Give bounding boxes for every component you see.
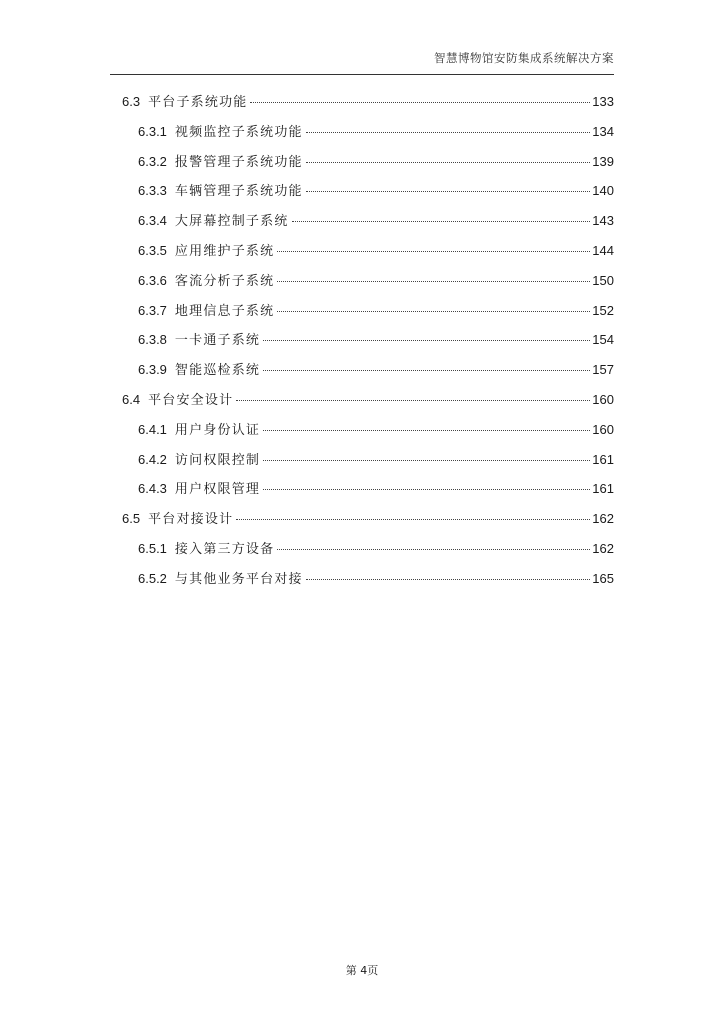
toc-dot-leader	[306, 191, 591, 192]
toc-entry-number: 6.3.9	[138, 362, 167, 378]
toc-entry-number: 6.4	[122, 391, 141, 407]
toc-dot-leader	[277, 251, 590, 252]
toc-entry-number: 6.4.3	[138, 481, 167, 497]
toc-entry-number: 6.5.2	[138, 570, 167, 586]
table-of-contents	[122, 92, 614, 599]
toc-entry[interactable]	[122, 330, 614, 360]
toc-entry[interactable]	[122, 390, 614, 420]
toc-entry[interactable]	[122, 420, 614, 450]
toc-entry-title: 与其他业务平台对接	[174, 571, 303, 587]
toc-entry-number: 6.5.1	[138, 540, 167, 556]
toc-dot-leader	[292, 221, 591, 222]
toc-entry[interactable]	[122, 211, 614, 241]
toc-dot-leader	[277, 549, 590, 550]
toc-dot-leader	[236, 400, 590, 401]
toc-entry-page: 140	[592, 183, 614, 199]
toc-entry-page: 139	[592, 153, 614, 169]
toc-entry-title: 应用维护子系统	[174, 243, 275, 259]
toc-entry-page: 152	[592, 302, 614, 318]
toc-entry-page: 162	[592, 511, 614, 527]
toc-entry[interactable]	[122, 271, 614, 301]
toc-entry-title: 视频监控子系统功能	[174, 124, 303, 140]
toc-dot-leader	[263, 489, 590, 490]
toc-entry[interactable]	[122, 569, 614, 599]
toc-entry[interactable]	[122, 241, 614, 271]
toc-entry[interactable]	[122, 450, 614, 480]
header-divider	[110, 74, 614, 75]
toc-entry-title: 地理信息子系统	[174, 303, 275, 319]
toc-entry-page: 143	[592, 213, 614, 229]
toc-entry-title: 接入第三方设备	[174, 541, 275, 557]
toc-entry-page: 160	[592, 421, 614, 437]
toc-entry-title: 一卡通子系统	[174, 333, 261, 349]
toc-entry-number: 6.5	[122, 511, 141, 527]
header-title: 智慧博物馆安防集成系统解决方案	[434, 51, 614, 65]
toc-entry-title: 智能巡检系统	[174, 363, 261, 379]
toc-entry-page: 165	[592, 570, 614, 586]
toc-entry[interactable]	[122, 152, 614, 182]
toc-dot-leader	[236, 519, 590, 520]
toc-entry-number: 6.3.2	[138, 153, 167, 169]
toc-entry-title: 平台对接设计	[148, 512, 234, 528]
toc-entry-title: 访问权限控制	[174, 452, 261, 468]
toc-entry-page: 162	[592, 540, 614, 556]
toc-entry-title: 用户权限管理	[174, 482, 261, 498]
toc-dot-leader	[306, 162, 591, 163]
toc-entry-number: 6.4.2	[138, 451, 167, 467]
toc-entry-page: 154	[592, 332, 614, 348]
toc-entry-number: 6.3.4	[138, 213, 167, 229]
toc-entry-title: 车辆管理子系统功能	[174, 184, 303, 200]
toc-entry-number: 6.3.8	[138, 332, 167, 348]
toc-entry-page: 150	[592, 272, 614, 288]
toc-entry-number: 6.3.3	[138, 183, 167, 199]
toc-entry-title: 大屏幕控制子系统	[174, 214, 289, 230]
toc-entry-page: 144	[592, 242, 614, 258]
toc-entry[interactable]	[122, 360, 614, 390]
toc-entry-title: 用户身份认证	[174, 422, 261, 438]
toc-dot-leader	[263, 430, 590, 431]
toc-entry-title: 平台子系统功能	[148, 95, 248, 110]
toc-entry-page: 157	[592, 362, 614, 378]
toc-dot-leader	[306, 132, 591, 133]
toc-entry-page: 133	[592, 94, 614, 109]
toc-entry-title: 客流分析子系统	[174, 273, 275, 289]
toc-entry-number: 6.3.5	[138, 242, 167, 258]
toc-entry-number: 6.4.1	[138, 421, 167, 437]
toc-entry-title: 平台安全设计	[148, 392, 234, 408]
toc-entry-number: 6.3.1	[138, 123, 167, 139]
toc-dot-leader	[263, 370, 590, 371]
toc-entry-number: 6.3.7	[138, 302, 167, 318]
toc-entry-page: 160	[592, 391, 614, 407]
toc-dot-leader	[263, 460, 590, 461]
toc-dot-leader	[277, 311, 590, 312]
toc-entry-number: 6.3	[122, 94, 141, 109]
toc-dot-leader	[250, 102, 590, 103]
toc-entry[interactable]	[122, 509, 614, 539]
toc-entry[interactable]	[122, 122, 614, 152]
toc-dot-leader	[306, 579, 591, 580]
toc-entry[interactable]	[122, 479, 614, 509]
toc-entry-title: 报警管理子系统功能	[174, 154, 303, 170]
toc-dot-leader	[277, 281, 590, 282]
page-number: 第 4页	[345, 964, 379, 977]
toc-entry[interactable]	[122, 301, 614, 331]
toc-entry-page: 161	[592, 481, 614, 497]
toc-entry-page: 134	[592, 123, 614, 139]
toc-entry[interactable]	[122, 539, 614, 569]
toc-entry-page: 161	[592, 451, 614, 467]
toc-entry-number: 6.3.6	[138, 272, 167, 288]
toc-entry[interactable]	[122, 181, 614, 211]
toc-dot-leader	[263, 340, 590, 341]
toc-entry[interactable]	[122, 92, 614, 122]
